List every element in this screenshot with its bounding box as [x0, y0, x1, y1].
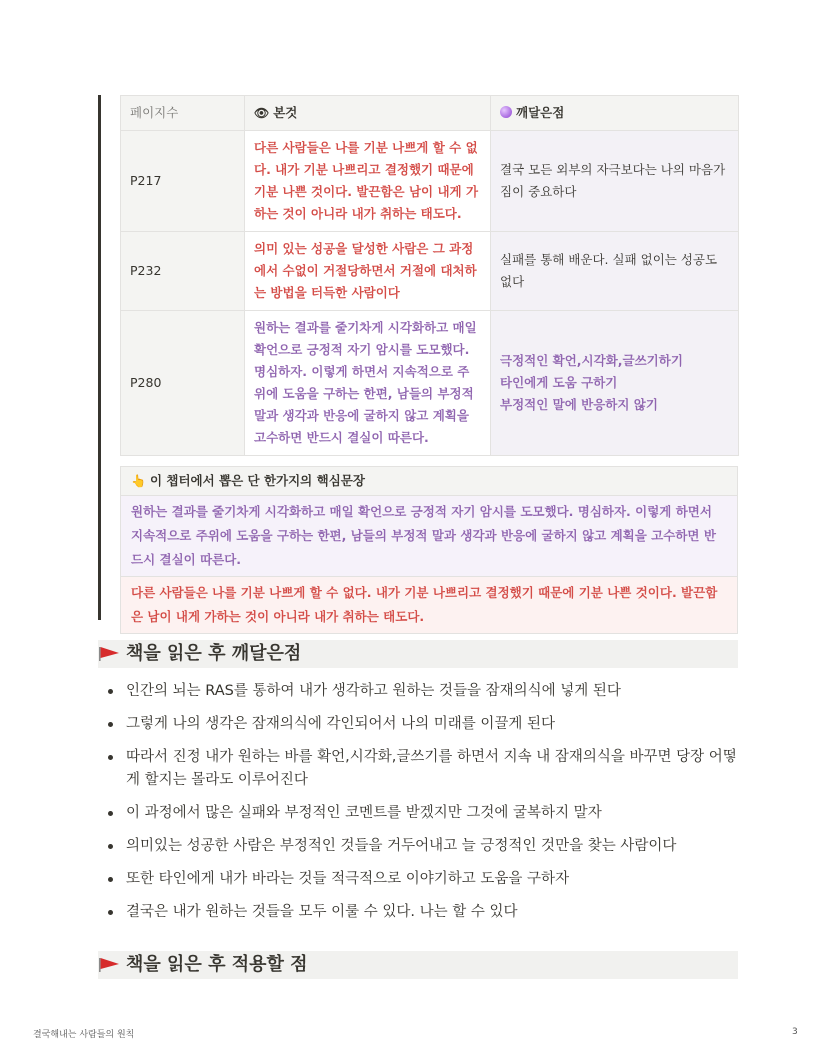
table-row: [121, 311, 739, 456]
table-row: [121, 131, 739, 232]
table-header-row: [121, 96, 739, 131]
list-item: 따라서 진정 내가 원하는 바를 확언,시각화,글쓰기를 하면서 지속 내 잠재의식을 바꾸면 당장 어떻게 할지는 몰라도 이루어진다: [98, 746, 738, 792]
list-item: 결국은 내가 원하는 것들을 모두 이룰 수 있다. 나는 할 수 있다: [98, 901, 738, 924]
pointing-hand-icon: 👆: [131, 474, 146, 488]
key-sentence-title: 👆 이 챕터에서 뽑은 단 한가지의 핵심문장: [120, 466, 738, 496]
eye-icon: 👁: [254, 106, 270, 120]
list-item: 인간의 뇌는 RAS를 통하여 내가 생각하고 원하는 것들을 잠재의식에 넣게 된다: [98, 680, 738, 703]
section-heading-apply: [98, 951, 738, 979]
insights-list: [98, 680, 738, 934]
seen-cell: 의미 있는 성공을 달성한 사람은 그 과정에서 수없이 거절당하면서 거절에 대처하는 방법을 터득한 사람이다: [245, 232, 491, 311]
key-sentence-box: [120, 466, 738, 634]
insight-line: 극정적인 확언,시각화,글쓰기하기: [500, 353, 683, 368]
table-row: [121, 232, 739, 311]
section-heading-insights: [98, 640, 738, 668]
list-item: 그렇게 나의 생각은 잠재의식에 각인되어서 나의 미래를 이끌게 된다: [98, 713, 738, 736]
header-insight: 깨달은점: [491, 96, 739, 131]
list-item: 이 과정에서 많은 실패와 부정적인 코멘트를 받겠지만 그것에 굴복하지 말자: [98, 802, 738, 825]
footer-title: 결국해내는 사람들의 원칙: [33, 1030, 135, 1040]
page-cell: P217: [121, 131, 245, 232]
page-cell: P280: [121, 311, 245, 456]
list-item: 또한 타인에게 내가 바라는 것들 적극적으로 이야기하고 도움을 구하자: [98, 868, 738, 891]
insight-line: 타인에게 도움 구하기: [500, 375, 618, 390]
insight-cell: [491, 311, 739, 456]
key-sentence-red: 다른 사람들은 나를 기분 나쁘게 할 수 없다. 내가 기분 나쁘리고 결정했기 때문에 기분 나쁜 것이다. 발끈함은 남이 내게 가하는 것이 아니라 내가 취하는 태도다.: [120, 577, 738, 634]
quote-bar: [98, 95, 101, 620]
header-seen: 👁 본것: [245, 96, 491, 131]
seen-cell: 다른 사람들은 나를 기분 나쁘게 할 수 없다. 내가 기분 나쁘리고 결정했기 때문에 기분 나쁜 것이다. 발끈함은 남이 내게 가하는 것이 아니라 내가 취하는 태도다.: [245, 131, 491, 232]
crystal-ball-icon: [500, 106, 512, 118]
section-title: 책을 읽은 후 깨달은점: [126, 643, 302, 664]
header-page: 페이지수: [121, 96, 245, 131]
insight-line: 부정적인 말에 반응하지 않기: [500, 397, 658, 412]
reading-notes-table: [120, 95, 739, 456]
insight-cell: 실패를 통해 배운다. 실패 없이는 성공도 없다: [491, 232, 739, 311]
red-flag-icon: [98, 646, 120, 662]
page-number: 3: [792, 1027, 798, 1037]
page-cell: P232: [121, 232, 245, 311]
red-flag-icon: [98, 957, 120, 973]
insight-cell: 결국 모든 외부의 자극보다는 나의 마음가짐이 중요하다: [491, 131, 739, 232]
section-title: 책을 읽은 후 적용할 점: [126, 954, 308, 975]
seen-cell: 원하는 결과를 줄기차게 시각화하고 매일 확언으로 긍정적 자기 암시를 도모했다. 명심하자. 이렇게 하면서 지속적으로 주위에 도움을 구하는 한편, 남들의 부정적 말과 생각과 반응에 굴하지 않고 계획을 고수하면 반드시 결실이 따른다.: [245, 311, 491, 456]
key-sentence-purple: 원하는 결과를 줄기차게 시각화하고 매일 확언으로 긍정적 자기 암시를 도모했다. 명심하자. 이렇게 하면서 지속적으로 주위에 도움을 구하는 한편, 남들의 부정적 말과 생각과 반응에 굴하지 않고 계획을 고수하면 반드시 결실이 따른다.: [120, 496, 738, 577]
list-item: 의미있는 성공한 사람은 부정적인 것들을 거두어내고 늘 긍정적인 것만을 찾는 사람이다: [98, 835, 738, 858]
